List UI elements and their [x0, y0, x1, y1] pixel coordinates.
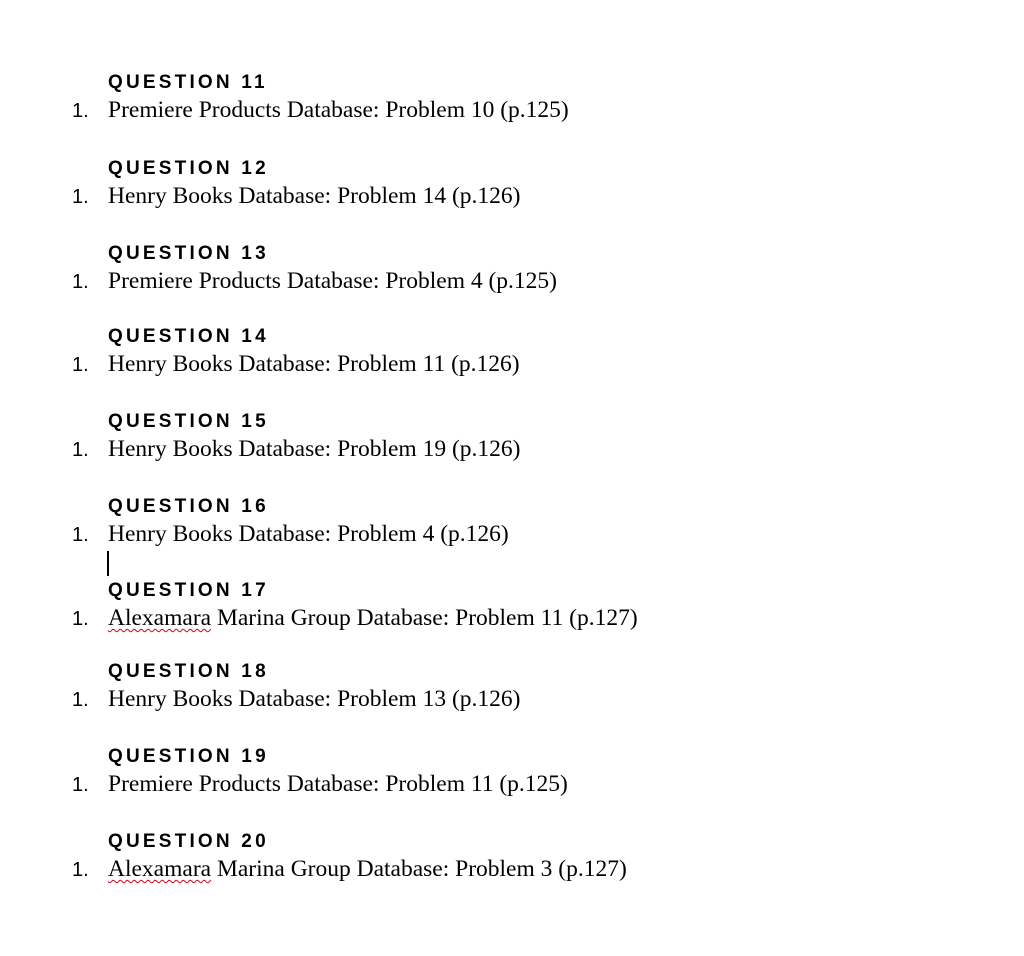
question-heading: QUESTION 20 — [108, 831, 269, 852]
question-heading: QUESTION 19 — [108, 746, 269, 767]
question-text[interactable]: Premiere Products Database: Problem 4 (p.125) — [108, 268, 558, 294]
question-text[interactable]: Premiere Products Database: Problem 10 (p.125) — [108, 97, 569, 123]
question-text[interactable]: Premiere Products Database: Problem 11 (p.125) — [108, 771, 568, 797]
question-text[interactable]: Henry Books Database: Problem 13 (p.126) — [108, 686, 521, 712]
question-text[interactable] — [108, 855, 627, 883]
question-text[interactable]: Henry Books Database: Problem 11 (p.126) — [108, 351, 520, 377]
misspelled-word[interactable]: Alexamara — [108, 856, 212, 882]
list-number: 1. — [72, 186, 89, 208]
question-block — [0, 243, 1024, 303]
question-text-rest: Marina Group Database: Problem 11 (p.127) — [211, 605, 638, 631]
question-block — [0, 411, 1024, 471]
question-heading: QUESTION 15 — [108, 411, 269, 432]
question-heading: QUESTION 17 — [108, 580, 269, 601]
question-text-rest: Marina Group Database: Problem 3 (p.127) — [211, 856, 627, 882]
list-number: 1. — [72, 271, 89, 293]
list-number: 1. — [72, 608, 89, 630]
question-block — [0, 496, 1024, 556]
question-text[interactable]: Henry Books Database: Problem 14 (p.126) — [108, 183, 521, 209]
question-block — [0, 580, 1024, 640]
text-cursor — [107, 551, 109, 576]
list-number: 1. — [72, 354, 89, 376]
question-block — [0, 72, 1024, 132]
question-text[interactable]: Henry Books Database: Problem 19 (p.126) — [108, 436, 521, 462]
question-block — [0, 158, 1024, 218]
question-heading: QUESTION 12 — [108, 158, 269, 179]
list-number: 1. — [72, 689, 89, 711]
question-text[interactable]: Henry Books Database: Problem 4 (p.126) — [108, 521, 509, 547]
question-heading: QUESTION 13 — [108, 243, 269, 264]
list-number: 1. — [72, 524, 89, 546]
question-heading: QUESTION 16 — [108, 496, 269, 517]
question-block — [0, 661, 1024, 721]
list-number: 1. — [72, 859, 89, 881]
list-number: 1. — [72, 100, 89, 122]
question-heading: QUESTION 14 — [108, 326, 269, 347]
question-text[interactable] — [108, 604, 638, 632]
question-block — [0, 746, 1024, 806]
question-heading: QUESTION 18 — [108, 661, 269, 682]
misspelled-word[interactable]: Alexamara — [108, 605, 212, 631]
question-heading: QUESTION 11 — [108, 72, 268, 93]
list-number: 1. — [72, 774, 89, 796]
question-block — [0, 831, 1024, 891]
question-block — [0, 326, 1024, 386]
list-number: 1. — [72, 439, 89, 461]
